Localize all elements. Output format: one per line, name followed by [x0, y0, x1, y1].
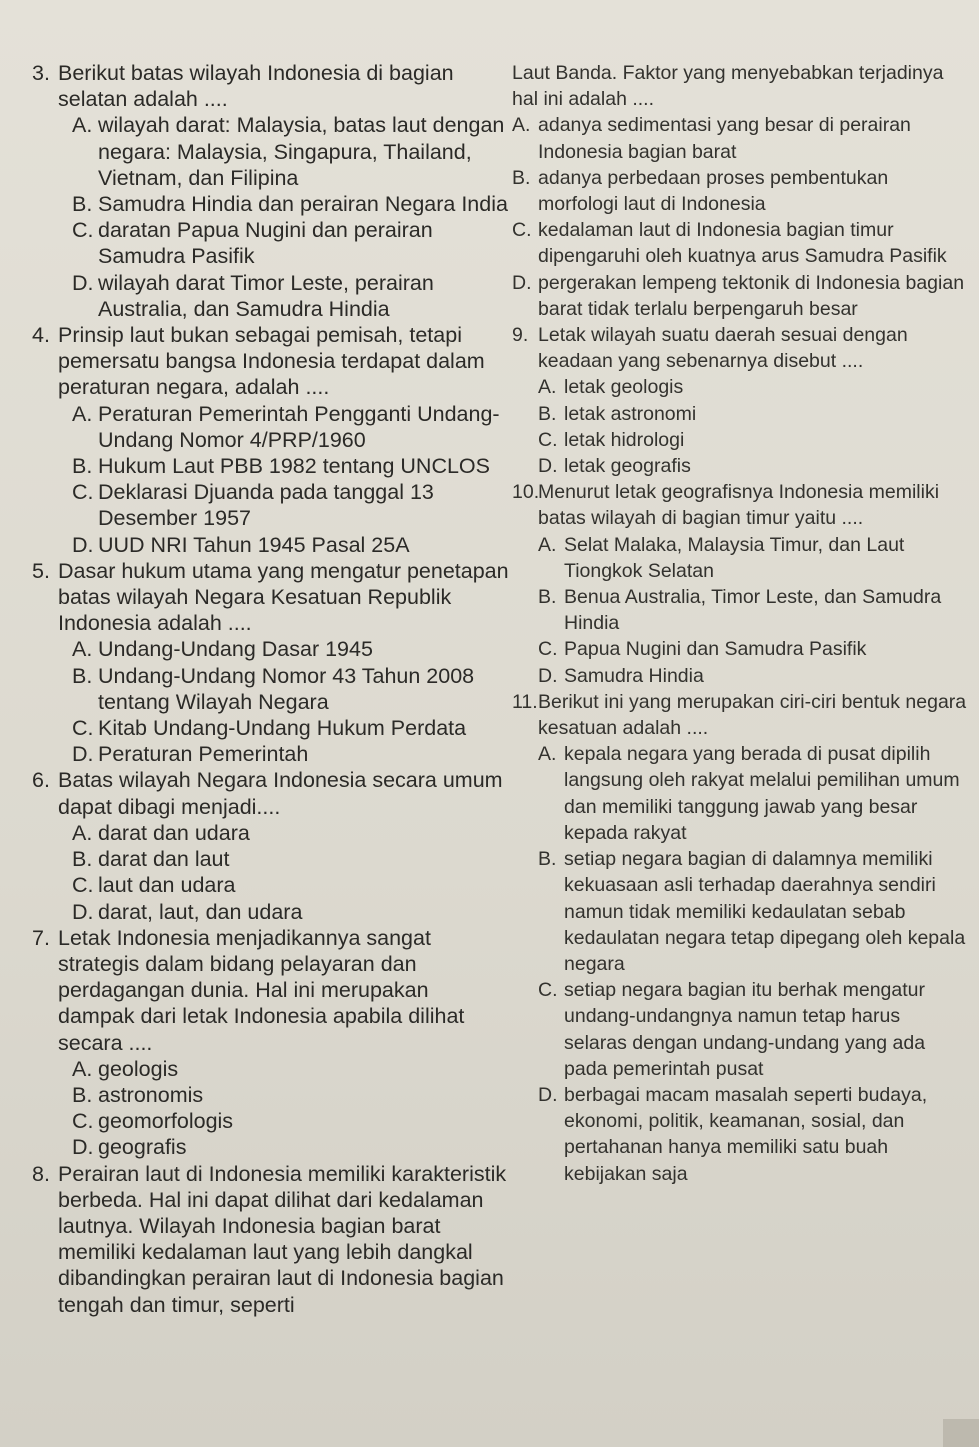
right-column — [512, 60, 967, 1187]
option-b: B. letak astronomi — [538, 402, 697, 425]
question-number: 6. — [32, 768, 50, 793]
question-stem-continued: Laut Banda. Faktor yang menyebabkan terjadinya hal ini adalah .... — [512, 62, 944, 111]
question-stem: Letak wilayah suatu daerah sesuai dengan keadaan yang sebenarnya disebut .... — [538, 324, 908, 373]
question-number: 3. — [32, 61, 50, 85]
page-corner-shadow — [943, 1419, 979, 1447]
option-b: B. Samudra Hindia dan perairan Negara India — [72, 192, 508, 217]
question-stem: Berikut ini yang merupakan ciri-ciri bentuk negara kesatuan adalah .... — [538, 690, 967, 740]
option-d: D. berbagai macam masalah seperti budaya, ekonomi, politik, keamanan, sosial, dan pertahanan hanya memiliki satu buah kebijakan saja — [538, 1083, 928, 1185]
question-stem: Berikut batas wilayah Indonesia di bagian selatan adalah .... — [58, 61, 454, 112]
left-column — [32, 60, 510, 1318]
option-b: B. Undang-Undang Nomor 43 Tahun 2008 tentang Wilayah Negara — [72, 663, 475, 714]
option-a: A. geologis — [72, 1056, 179, 1081]
question-3 — [32, 60, 510, 322]
question-number: 9. — [512, 324, 529, 347]
option-b: B. Benua Australia, Timor Leste, dan Samudra Hindia — [538, 586, 942, 635]
option-d: D. darat, laut, dan udara — [72, 899, 303, 924]
option-b: B. astronomis — [72, 1082, 204, 1107]
option-a: A. wilayah darat: Malaysia, batas laut dengan negara: Malaysia, Singapura, Thailand, Vietnam, dan Filipina — [72, 113, 505, 190]
option-a: A. Undang-Undang Dasar 1945 — [72, 637, 373, 662]
question-8-continued — [512, 60, 967, 322]
option-b: B. Hukum Laut PBB 1982 tentang UNCLOS — [72, 454, 490, 479]
option-a: A. letak geologis — [538, 376, 684, 399]
option-c: C. daratan Papua Nugini dan perairan Samudra Pasifik — [72, 218, 433, 269]
option-a: A. Selat Malaka, Malaysia Timur, dan Laut Tiongkok Selatan — [538, 533, 905, 582]
option-b: B. setiap negara bagian di dalamnya memiliki kekuasaan asli terhadap daerahnya sendiri namun tidak memiliki kedaulatan sebab kedaulatan negara tetap dipegang oleh kepala negara — [538, 848, 966, 975]
question-number: 7. — [32, 925, 50, 950]
question-number: 8. — [32, 1161, 50, 1186]
question-stem: Letak Indonesia menjadikannya sangat strategis dalam bidang pelayaran dan perdagangan dunia. Hal ini merupakan dampak dari letak Indonesia apabila dilihat secara .... — [58, 925, 465, 1055]
option-b: B. darat dan laut — [72, 847, 230, 872]
question-11 — [512, 689, 967, 1187]
question-7 — [32, 925, 510, 1161]
option-a: A. adanya sedimentasi yang besar di perairan Indonesia bagian barat — [512, 114, 911, 163]
option-a: A. Peraturan Pemerintah Pengganti Undang-Undang Nomor 4/PRP/1960 — [72, 401, 500, 452]
option-c: C. Deklarasi Djuanda pada tanggal 13 Desember 1957 — [72, 480, 434, 531]
question-number: 5. — [32, 558, 50, 583]
question-number: 11. — [512, 690, 538, 713]
option-d: D. UUD NRI Tahun 1945 Pasal 25A — [72, 532, 410, 557]
option-c: C. laut dan udara — [72, 873, 236, 898]
question-4 — [32, 322, 510, 558]
option-c: C. setiap negara bagian itu berhak mengatur undang-undangnya namun tetap harus selaras dengan undang-undang yang ada pada pemerintah pusat — [538, 979, 926, 1080]
option-c: C. Kitab Undang-Undang Hukum Perdata — [72, 716, 467, 741]
question-stem: Perairan laut di Indonesia memiliki karakteristik berbeda. Hal ini dapat dilihat dari kedalaman lautnya. Wilayah Indonesia bagian barat memiliki kedalaman laut yang lebih dangkal dibandingkan perairan laut di Indonesia bagian tengah dan timur, seperti — [58, 1161, 507, 1317]
option-a: A. darat dan udara — [72, 820, 250, 845]
option-b: B. adanya perbedaan proses pembentukan morfologi laut di Indonesia — [512, 166, 889, 216]
option-d: D. Samudra Hindia — [538, 664, 704, 687]
option-a: A. kepala negara yang berada di pusat dipilih langsung oleh rakyat melalui pemilihan umum dan memiliki tanggung jawab yang besar kepada rakyat — [538, 743, 960, 844]
question-5 — [32, 558, 510, 768]
option-c: C. geomorfologis — [72, 1109, 234, 1134]
question-number: 10. — [512, 481, 540, 504]
question-stem: Dasar hukum utama yang mengatur penetapan batas wilayah Negara Kesatuan Republik Indonesia adalah .... — [58, 558, 509, 636]
question-number: 4. — [32, 323, 50, 348]
question-10 — [512, 479, 967, 689]
question-stem: Batas wilayah Negara Indonesia secara umum dapat dibagi menjadi.... — [58, 768, 503, 819]
question-stem: Menurut letak geografisnya Indonesia memiliki batas wilayah di bagian timur yaitu .... — [538, 481, 940, 530]
option-c: C. letak hidrologi — [538, 428, 685, 451]
option-d: D. geografis — [72, 1135, 187, 1160]
option-d: D. Peraturan Pemerintah — [72, 742, 309, 767]
option-c: C. Papua Nugini dan Samudra Pasifik — [538, 638, 867, 661]
question-8 — [32, 1161, 510, 1318]
option-d: D. letak geografis — [538, 455, 691, 478]
question-6 — [32, 767, 510, 924]
option-d: D. wilayah darat Timor Leste, perairan Australia, dan Samudra Hindia — [72, 270, 434, 321]
option-d: D. pergerakan lempeng tektonik di Indonesia bagian barat tidak terlalu berpengaruh besar — [512, 271, 965, 320]
question-9 — [512, 322, 967, 479]
question-stem: Prinsip laut bukan sebagai pemisah, tetapi pemersatu bangsa Indonesia terdapat dalam peraturan negara, adalah .... — [58, 323, 485, 400]
option-c: C. kedalaman laut di Indonesia bagian timur dipengaruhi oleh kuatnya arus Samudra Pasifik — [512, 219, 947, 268]
